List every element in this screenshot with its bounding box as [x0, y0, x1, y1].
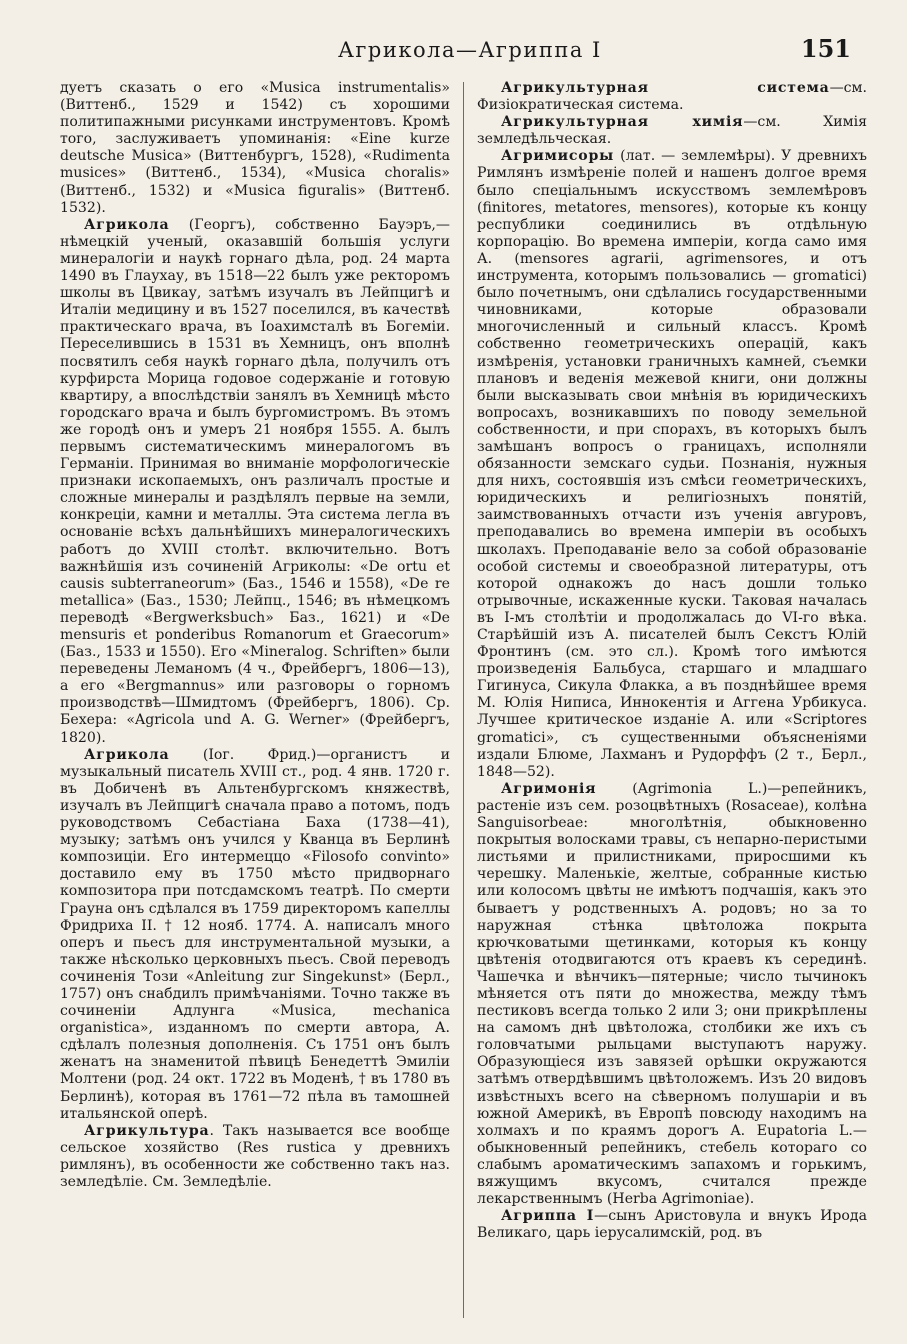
article-agrimoniya [477, 781, 867, 1208]
article-agrippa-i [477, 1208, 867, 1242]
headword: Агримонія [501, 780, 597, 797]
headword: Агрикультура [84, 1122, 210, 1139]
article-text: (Георгъ), собственно Бауэръ,—нѣмецкій ученый, оказавшій большія услуги минералогіи и наукѣ горнаго дѣла, род. 24 марта 1490 въ Глаухау, въ 1518—22 былъ уже ректоромъ школы въ Цвикау, затѣмъ изучалъ въ Лейпцигѣ и Италіи медицину и въ 1527 поселился, въ качествѣ практическаго врача, въ Іоахимсталѣ въ Богеміи. Переселившись в 1531 въ Хемницъ, онъ вполнѣ посвятилъ себя наукѣ горнаго дѣла, получилъ отъ курфирста Морица годовое содержаніе и готовую квартиру, а впослѣдствіи занялъ въ Хемницѣ мѣсто городскаго врача и былъ бургомистромъ. Въ этомъ же городѣ онъ и умеръ 21 ноября 1555. А. былъ первымъ систематическимъ минералогомъ въ Германіи. Принимая во вниманіе морфологическіе признаки ископаемыхъ, онъ различалъ простые и сложные минералы и раздѣлялъ первые на земли, конкреціи, камни и металлы. Эта система легла въ основаніе всѣхъ дальнѣйшихъ минералогическихъ работъ до XVIII столѣт. включительно. Вотъ важнѣйшія изъ сочиненій Агриколы: «De ortu et causis subterraneorum» (Баз., 1546 и 1558), «De re metallica» (Баз., 1530; Лейпц., 1546; въ нѣмецкомъ переводѣ «Bergwerksbuch» Баз., 1621) и «De mensuris et ponderibus Romanorum et Graecorum» (Баз., 1533 и 1550). Его «Mineralog. Schriften» были переведены Леманомъ (4 ч., Фрейбергъ, 1806—13), а его «Bergmannus» или разговоры о горномъ производствѣ—Шмидтомъ (Фрейбергъ, 1806). Ср. Бехера: «Agricola und A. G. Werner» (Фрейбергъ, 1820). [60, 216, 450, 746]
article-agrimensory [477, 148, 867, 780]
headword: Агримисоры [501, 148, 615, 165]
article-agrikulturnaya-sistema [477, 80, 867, 114]
article-text: —см. Химія земледѣльческая. [477, 114, 867, 148]
running-title: Агрикола—Агриппа I [338, 38, 602, 62]
article-agricola-georg [60, 217, 450, 747]
article-agrikulturnaya-khimiya [477, 114, 867, 148]
headword: Агрикультурная химія [501, 114, 744, 131]
article-continuation: дуетъ сказать о его «Musica instrumentalis» (Виттенб., 1529 и 1542) съ хорошими политипажными рисунками инструментовъ. Кромѣ того, заслуживаетъ упоминанія: «Eine kurze deutsche Musica» (Виттенбургъ, 1528), «Rudimenta musices» (Виттенб., 1534), «Musica choralis» (Виттенб., 1532) и «Musica figuralis» (Виттенб. 1532). [60, 80, 450, 216]
headword: Агрикола [84, 746, 170, 763]
headword: Агрикультурная система [501, 80, 830, 96]
right-column [477, 80, 867, 1242]
article-text: —сынъ Аристовула и внукъ Ирода Великаго, царь іерусалимскій, род. въ [477, 1208, 867, 1242]
article-text: (Іог. Фрид.)—органистъ и музыкальный писатель XVIII ст., род. 4 янв. 1720 г. въ Добиченѣ въ Альтенбургскомъ княжествѣ, изучалъ въ Лейпцигѣ сначала право а потомъ, подъ руководствомъ Себастіана Баха (1738—41), музыку; затѣмъ онъ учился у Кванца въ Берлинѣ композиціи. Его интермеццо «Filosofo convinto» доставило ему въ 1750 мѣсто придворнаго композитора при потсдамскомъ театрѣ. По смерти Грауна онъ сдѣлался въ 1759 директоромъ капеллы Фридриха II. † 12 нояб. 1774. А. написалъ много оперъ и пьесъ для инструментальной музыки, а также нѣсколько церковныхъ пьесъ. Свой переводъ сочиненія Този «Anleitung zur Singekunst» (Берл., 1757) онъ снабдилъ примѣчаніями. Точно также въ сочиненіи Адлунга «Musica, mechanica organistica», изданномъ по смерти автора, А. сдѣлалъ полезныя дополненія. Съ 1751 онъ былъ женатъ на знаменитой пѣвицѣ Бенедеттѣ Эмиліи Молтени (род. 24 окт. 1722 въ Моденѣ, † въ 1780 въ Берлинѣ), которая въ 1761—72 пѣла въ тамошней итальянской оперѣ. [60, 746, 450, 1122]
article-text: —см. Физіократическая система. [477, 80, 867, 114]
left-column [60, 80, 450, 1191]
article-text: . Такъ называется все вообще сельское хозяйство (Res rustica у древнихъ римлянъ), въ особенности же собственно такъ наз. земледѣліе. См. Земледѣліе. [60, 1122, 450, 1190]
headword: Агрикола [84, 216, 170, 233]
headword: Агриппа I [501, 1208, 595, 1225]
column-divider [463, 82, 464, 1318]
page-number: 151 [800, 34, 851, 63]
article-text: (Agrimonia L.)—репейникъ, растеніе изъ сем. розоцвѣтныхъ (Rosaceae), колѣна Sanguisorbeae: многолѣтнія, обыкновенно покрытыя волосками травы, съ непарно-перистыми листьями и прилистниками, приросшими къ черешку. Маленькіе, желтые, собранные кистью или колосомъ цвѣты не имѣютъ подчашія, какъ это бываетъ у родственныхъ А. родовъ; но за то наружная стѣнка цвѣтоложа покрыта крючковатыми щетинками, которыя къ концу цвѣтенія отодвигаются отъ краевъ къ серединѣ. Чашечка и вѣнчикъ—пятерные; число тычинокъ мѣняется отъ пяти до множества, между тѣмъ пестиковъ всегда только 2 или 3; они прикрѣплены на самомъ днѣ цвѣтоложа, столбики же ихъ съ головчатыми рыльцами выступаютъ наружу. Образующіеся изъ завязей орѣшки окружаются затѣмъ отвердѣвшимъ цвѣтоложемъ. Изъ 20 видовъ извѣстныхъ всего на сѣверномъ полушаріи и въ южной Америкѣ, въ Европѣ повсюду находимъ на холмахъ и по краямъ дорогъ A. Eupatoria L.—обыкновенный репейникъ, стебель котораго со слабымъ ароматическимъ запахомъ и горькимъ, вяжущимъ вкусомъ, считался прежде лекарственнымъ (Herba Agrimoniae). [477, 780, 867, 1208]
article-agricola-johann [60, 747, 450, 1123]
article-agrikultura [60, 1123, 450, 1191]
page-header [0, 30, 907, 70]
article-text: (лат. — землемѣры). У древнихъ Римлянъ измѣреніе полей и нашенъ долгое время было спеціальнымъ искусствомъ землемѣровъ (finitores, metatores, mensores), которые къ концу республики соединились въ отдѣльную корпорацію. Во времена имперіи, когда само имя А. (mensores agrarii, agrimensores, и отъ инструмента, которымъ пользовались — gromatici) было почетнымъ, они сдѣлались государственными чиновниками, которые образовали многочисленный и сильный классъ. Кромѣ собственно геометрическихъ операцій, какъ измѣренія, установки граничныхъ камней, съемки плановъ и веденія межевой книги, они должны были высказывать свои мнѣнія въ юридическихъ вопросахъ, возникавшихъ по поводу земельной собственности, и при спорахъ, въ которыхъ былъ замѣшанъ вопросъ о границахъ, исполняли обязанности земскаго судьи. Познанія, нужныя для нихъ, состоявшія изъ смѣси геометрическихъ, юридическихъ и религіозныхъ понятій, заимствованныхъ отчасти изъ ученія авгуровъ, преподавались во времена имперіи въ особыхъ школахъ. Преподаваніе вело за собой образованіе особой системы и своеобразной литературы, отъ которой однакожъ до насъ дошли только отрывочные, искаженные куски. Таковая началась въ I-мъ столѣтіи и продолжалась до VI-го вѣка. Старѣйшій изъ А. писателей былъ Секстъ Юлій Фронтинъ (см. это сл.). Кромѣ того имѣются произведенія Бальбуса, старшаго и младшаго Гигинуса, Сикула Флакка, а въ позднѣйшее время М. Юлія Ниписа, Иннокентія и Аггена Урбикуса. Лучшее критическое изданіе А. или «Scriptores gromatici», съ существенными объясненіями издали Блюме, Лахманъ и Рудорффъ (2 т., Берл., 1848—52). [477, 148, 867, 780]
